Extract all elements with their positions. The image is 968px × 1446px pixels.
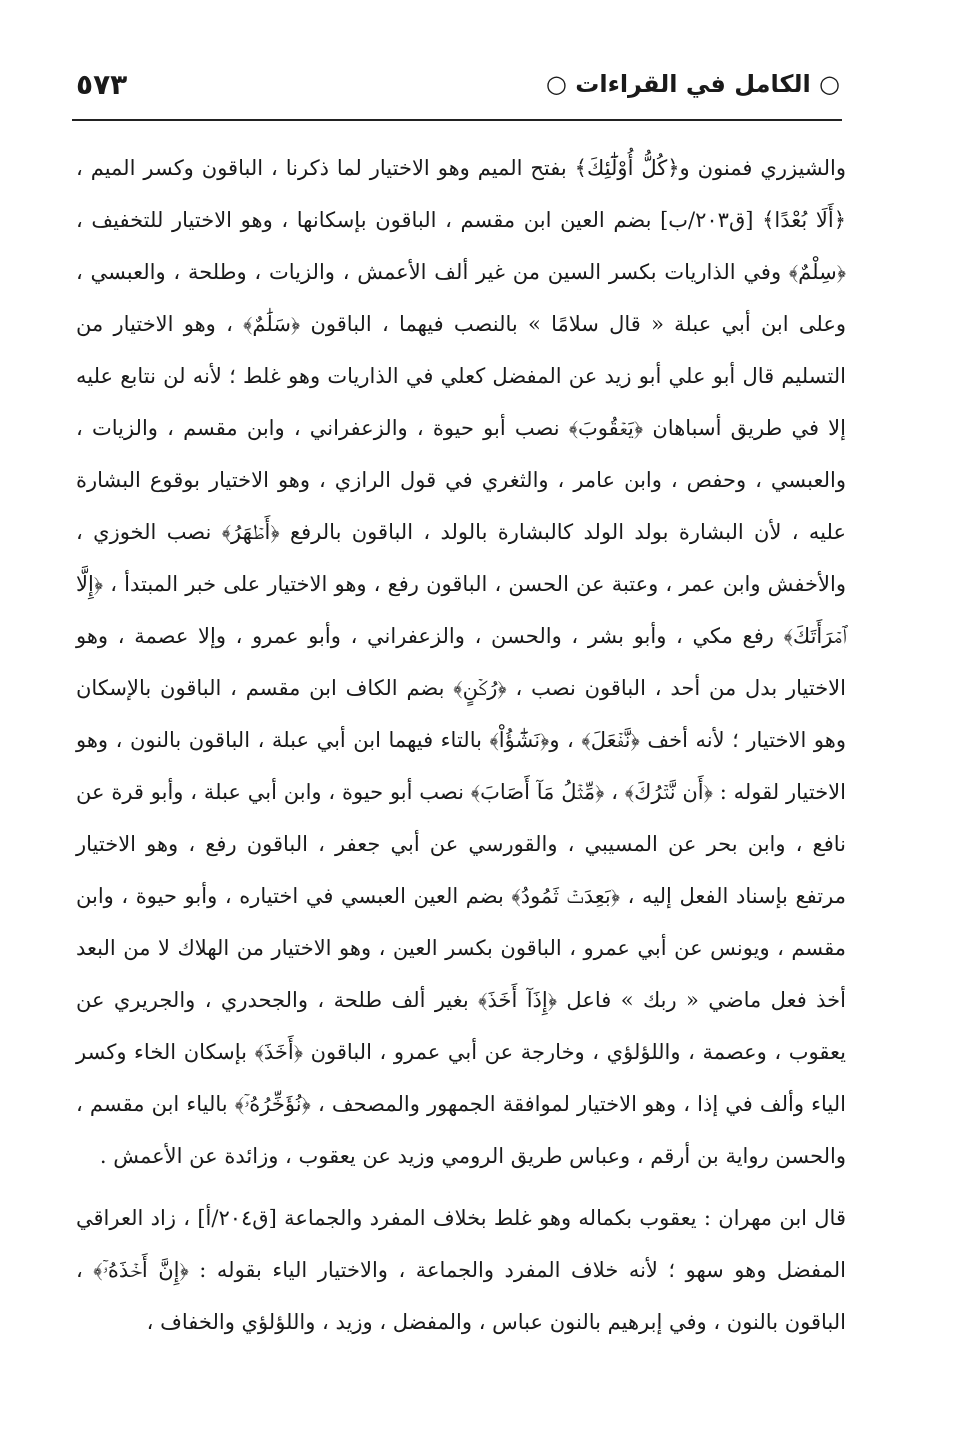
- page-number: ٥٧٣: [76, 68, 128, 101]
- header-rule: [72, 119, 842, 121]
- running-header: [72, 62, 840, 110]
- main-text: [76, 142, 846, 1348]
- paragraph: والشيزري فمنون و﴿كُلُّ أُوْلَٰٓئِكَ﴾ بفتح الميم وهو الاختيار لما ذكرنا ، الباقون وكسر الميم ، ﴿أَلَا بُعْدًا﴾ [ق٢٠٣/ب] بضم العين ابن مقسم ، الباقون بإسكانها ، وهو الاختيار للتخفيف ، ﴿سِلْمٌ﴾ وفي الذاريات بكسر السين من غير ألف الأعمش ، والزيات ، وطلحة ، والعبسي ، وعلى ابن أبي عبلة « قال سلامًا » بالنصب فيهما ، الباقون ﴿سَلَٰمٌ﴾ ، وهو الاختيار من التسليم قال أبو علي أبو زيد عن المفضل كعلي في الذاريات وهو غلط ؛ لأنه لن نتابع عليه إلا في طريق أسباهان ﴿يَعۡقُوبَ﴾ نصب أبو حيوة ، والزعفراني ، وابن مقسم ، والزيات ، والعبسي ، وحفص ، وابن عامر ، والثغري في قول الرازي ، وهو الاختيار بوقوع البشارة عليه ، لأن البشارة بولد الولد كالبشارة بالولد ، الباقون بالرفع ﴿أَطۡهَرُ﴾ نصب الخوزي ، والأخفش وابن عمر ، وعتبة عن الحسن ، الباقون رفع ، وهو الاختيار على خبر المبتدأ ، ﴿إِلَّا ٱمۡرَأَتَكَ﴾ رفع مكي ، وأبو بشر ، والحسن ، والزعفراني ، وأبو عمرو ، وإلا عصمة ، وهو الاختيار بدل من أحد ، الباقون نصب ، ﴿رُكۡنٍ﴾ بضم الكاف ابن مقسم ، الباقون بالإسكان وهو الاختيار ؛ لأنه أخف ﴿نَّفۡعَلَ﴾ ، و﴿نَشَٰٓؤُاْ﴾ بالتاء فيهما ابن أبي عبلة ، الباقون بالنون ، وهو الاختيار لقوله : ﴿أَن نَّتۡرُكَ﴾ ، ﴿مِّثۡلُ مَآ أَصَابَ﴾ نصب أبو حيوة ، وابن أبي عبلة ، وأبو قرة عن نافع ، وابن بحر عن المسيبي ، والقورسي عن أبي جعفر ، الباقون رفع ، وهو الاختيار مرتفع بإسناد الفعل إليه ، ﴿بَعِدَتۡ ثَمُودُ﴾ بضم العين العبسي في اختياره ، وأبو حيوة ، وابن مقسم ، ويونس عن أبي عمرو ، الباقون بكسر العين ، وهو الاختيار من الهلاك لا من البعد أخذ فعل ماضي « ربك » فاعل ﴿إِذَآ أَخَذَ﴾ بغير ألف طلحة ، والجحدري ، والجريري عن يعقوب ، وعصمة ، واللؤلؤي ، وخارجة عن أبي عمرو ، الباقون ﴿أَخَذَ﴾ بإسكان الخاء وكسر الياء وألف في إذا ، وهو الاختيار لموافقة الجمهور والمصحف ، ﴿نُؤَخِّرُهُۥٓ﴾ بالياء ابن مقسم ، والحسن رواية بن أرقم ، وعباس طريق الرومي وزيد عن يعقوب ، وزائدة عن الأعمش .: [76, 156, 847, 1168]
- book-title: ○ الكامل في القراءات ○: [545, 70, 840, 98]
- paragraph: قال ابن مهران : يعقوب بكماله وهو غلط بخلاف المفرد والجماعة [ق٢٠٤/أ] ، زاد العراقي المفضل وهو سهو ؛ لأنه خلاف المفرد والجماعة ، والاختيار الياء بقوله : ﴿إِنَّ أَخۡذَهُۥٓ﴾ ، الباقون بالنون ، وفي إبرهيم بالنون عباس ، والمفضل ، وزيد ، واللؤلؤي والخفاف ،: [76, 1206, 846, 1334]
